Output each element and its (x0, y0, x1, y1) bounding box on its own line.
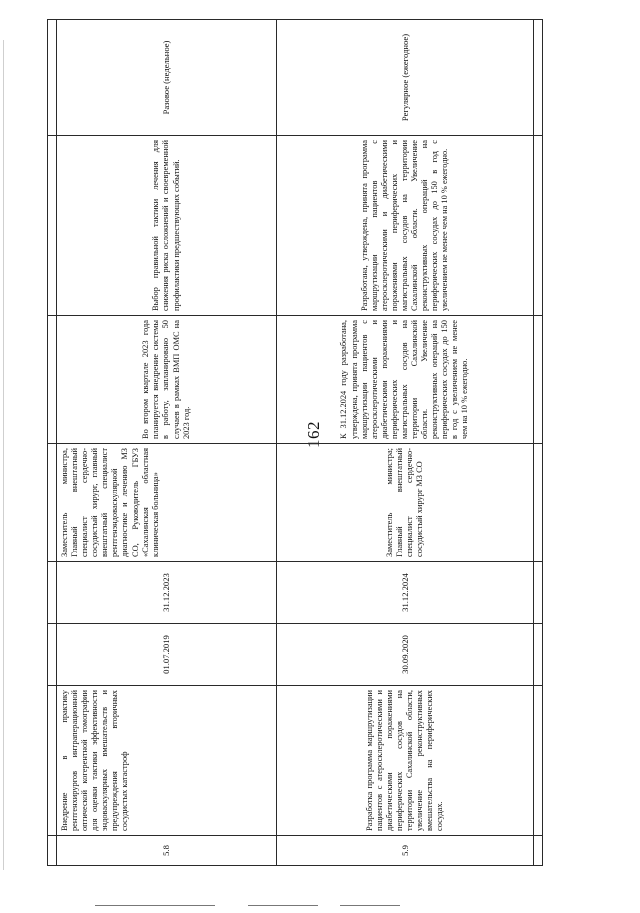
end-date-cell: 31.12.2024 (277, 562, 534, 624)
periodicity-cell: Разовое (недельное) (57, 20, 277, 136)
table-bottom-strip (534, 20, 543, 866)
start-date-cell: 30.09.2020 (277, 624, 534, 686)
row-number: 5.9 (277, 836, 534, 866)
result-cell: К 31.12.2024 году разработана, утверждена, принята программа маршрутизации пациентов с атеросклеротическими и диабетическими поражениями периферических и магистральных сосудов на территории Сахалинской области. Увеличение реконструктивных операций на периферических сосудах до 150 в год с увеличением не менее чем на 10 % ежегодно. (277, 316, 534, 444)
end-date-cell: 31.12.2023 (57, 562, 277, 624)
row-number: 5.8 (57, 836, 277, 866)
scan-edge-line (3, 40, 4, 870)
start-date-cell: 01.07.2019 (57, 624, 277, 686)
rotated-table-container (47, 20, 532, 866)
scan-bottom-marks (0, 905, 640, 907)
responsible-cell: Заместитель министра, Главный внештатный специалист сердечно-сосудистый хирург, главный внештатный специалист рентгенэндоваскулярной диагностике и лечению МЗ СО, Руководитель ГБУЗ «Сахалинская областная клиническая больница» (57, 444, 277, 562)
event-cell: Разработка программа маршрутизации пациентов с атеросклеротическими и диабетическими поражениями периферических сосудов на территории Сахалинской области, увеличение реконструктивных вмешательства на периферических сосудах. (277, 686, 534, 836)
measures-table (47, 19, 543, 866)
event-cell: Внедрение в практику рентгенхирургов интраперационной оптической когерентной томографии для оценки тактики эффективности эндоваскулярных вмешательств и предупреждения вторичных сосудистых катастроф (57, 686, 277, 836)
table-top-strip (48, 20, 57, 866)
periodicity-cell: Регулярное (ежегодное) (277, 20, 534, 136)
indicator-cell: Выбор правильной тактики лечения для снижения риска осложнений и своевременной профилактики предшествующих событий. (57, 136, 277, 316)
table-row (277, 20, 534, 866)
result-cell: Во втором квартале 2023 года планируется внедрение системы в работу, запланировано 50 случаев в рамках ВМП ОМС на 2023 год. (57, 316, 277, 444)
page-number: 162 (304, 421, 323, 448)
table-row (57, 20, 277, 866)
responsible-cell: Заместитель министра; Главный внештатный специалист сердечно-сосудистый хирург МЗ СО (277, 444, 534, 562)
indicator-cell: Разработана, утверждена, принята программа маршрутизации пациентов с атеросклеротическими и диабетическими поражениями периферических и магистральных сосудов на территории Сахалинской области. Увеличение реконструктивных операций на периферических сосудах до 150 в год с увеличением не менее чем на 10 % ежегодно. (277, 136, 534, 316)
